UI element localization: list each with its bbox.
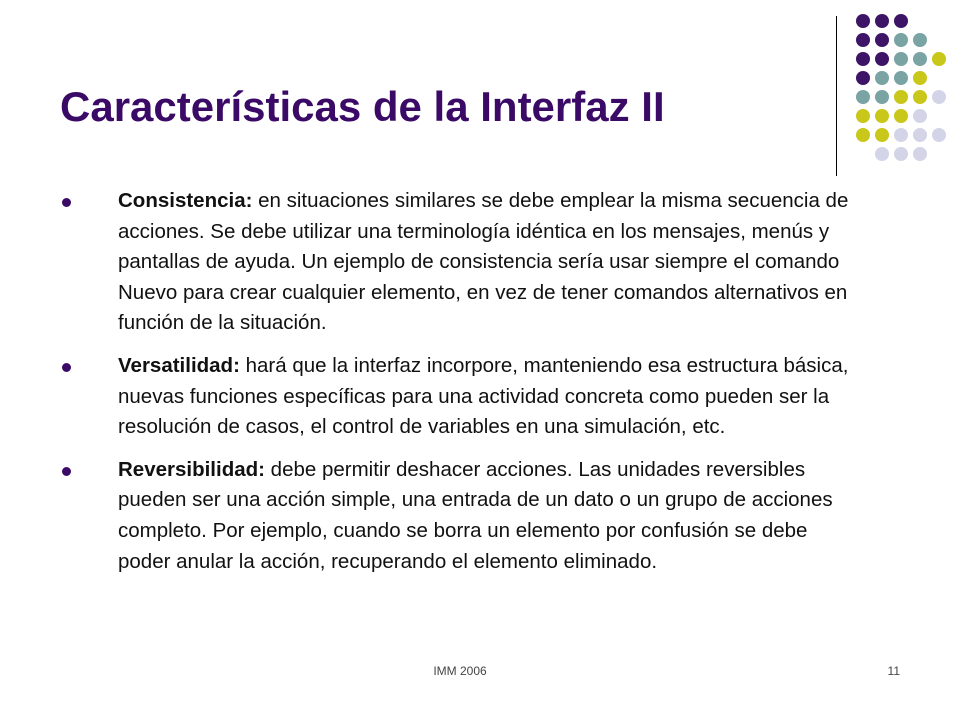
bullet-text: en situaciones similares se debe emplear la misma secuencia de acciones. Se debe utilizar una terminología idéntica en los mensajes, menús y pantallas de ayuda. Un ejemplo de consistencia sería usar siempre el comando Nuevo para crear cualquier elemento, en vez de tener comandos alternativos en función de la situación.: [118, 189, 849, 335]
decorative-dot: [856, 128, 870, 142]
bullet-text: debe permitir deshacer acciones. Las unidades reversibles pueden ser una acción simple, una entrada de un dato o un grupo de acciones completo. Por ejemplo, cuando se borra un elemento por confusión se debe poder anular la acción, recuperando el elemento eliminado.: [118, 457, 833, 573]
page-number: 11: [887, 664, 900, 678]
decorative-dot: [875, 90, 889, 104]
decorative-dot: [856, 52, 870, 66]
decorative-dot: [932, 52, 946, 66]
decorative-dot: [894, 128, 908, 142]
slide-title: Características de la Interfaz II: [60, 83, 665, 130]
decorative-dot: [932, 128, 946, 142]
decorative-dot: [894, 14, 908, 28]
bullet-term: Consistencia:: [118, 189, 253, 212]
decorative-dot: [875, 52, 889, 66]
decorative-dot: [894, 90, 908, 104]
decorative-dot: [894, 109, 908, 123]
bullet-term: Reversibilidad:: [118, 457, 265, 481]
decorative-dot: [913, 33, 927, 47]
decorative-dot: [913, 52, 927, 66]
decorative-dot: [856, 14, 870, 28]
decorative-dot: [856, 33, 870, 47]
bullet-item-versatilidad: [60, 351, 860, 443]
decorative-dot: [913, 109, 927, 123]
bullet-item-consistencia: [60, 186, 860, 339]
decorative-dot: [875, 33, 889, 47]
decorative-dot: [875, 147, 889, 161]
decorative-dot: [913, 128, 927, 142]
bullet-dot-icon: [62, 467, 71, 476]
decorative-dot: [856, 90, 870, 104]
bullet-dot-icon: [62, 363, 71, 372]
decorative-dot: [894, 33, 908, 47]
decorative-dot: [856, 71, 870, 85]
footer-label: IMM 2006: [433, 664, 487, 678]
decorative-dot: [913, 147, 927, 161]
decorative-dot: [894, 147, 908, 161]
decorative-divider-line: [836, 16, 837, 176]
bullet-text: hará que la interfaz incorpore, manteniendo esa estructura básica, nuevas funciones específicas para una actividad concreta como pueden ser la resolución de casos, el control de variables en una simulación, etc.: [118, 353, 849, 439]
decorative-dot: [894, 52, 908, 66]
bullet-item-reversibilidad: [60, 455, 860, 577]
decorative-dot: [913, 71, 927, 85]
bullet-dot-icon: [62, 198, 71, 207]
decorative-dot: [875, 128, 889, 142]
decorative-dot: [875, 109, 889, 123]
decorative-dot: [875, 71, 889, 85]
bullet-list: [60, 186, 860, 589]
bullet-term: Versatilidad:: [118, 353, 240, 377]
decorative-dot: [875, 14, 889, 28]
decorative-dot: [913, 90, 927, 104]
decorative-dot: [932, 90, 946, 104]
decorative-dot: [856, 109, 870, 123]
decorative-dot: [894, 71, 908, 85]
